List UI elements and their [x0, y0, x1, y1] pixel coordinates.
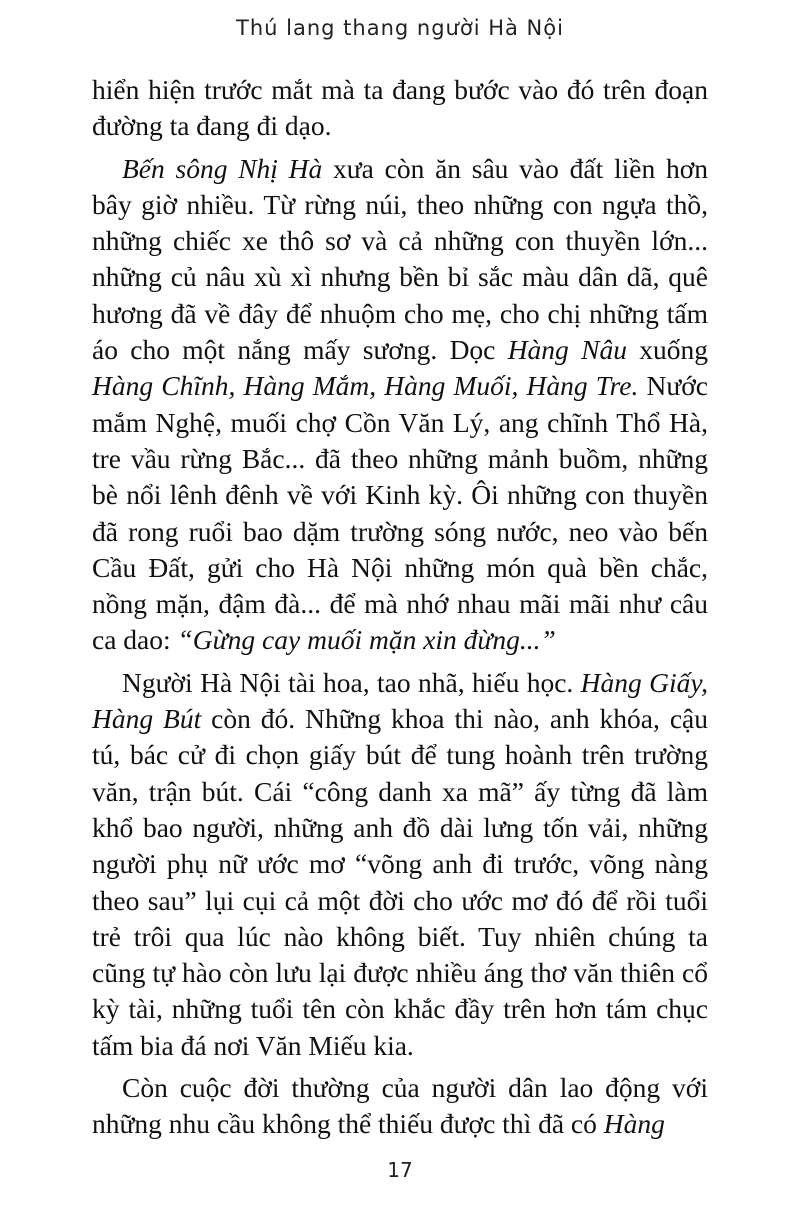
- running-header: Thú lang thang người Hà Nội: [236, 16, 564, 40]
- italic-text: Bến sông Nhị Hà: [122, 152, 323, 184]
- text-run: còn đó. Những khoa thi nào, anh khóa, cậu tú, bác cử đi chọn giấy bút để tung hoành trên trường văn, trận bút. Cái “công danh xa mã” ấy từng đã làm khổ bao người, những anh đồ dài lưng tốn vải, những người phụ nữ ước mơ “võng anh đi trước, võng nàng theo sau” lụi cụi cả một đời cho ước mơ đó để rồi tuổi trẻ trôi qua lúc nào không biết. Tuy nhiên chúng ta cũng tự hào còn lưu lại được nhiều áng thơ văn thiên cổ kỳ tài, những tuổi tên còn khắc đầy trên hơn tám chục tấm bia đá nơi Văn Miếu kia.: [92, 703, 708, 1061]
- paragraph-0: [92, 72, 708, 145]
- paragraph-1: [92, 151, 708, 659]
- text-run: Người Hà Nội tài hoa, tao nhã, hiếu học.: [122, 666, 581, 698]
- text-run: Nước mắm Nghệ, muối chợ Cồn Văn Lý, ang chĩnh Thổ Hà, tre vầu rừng Bắc... đã theo những mảnh buồm, những bè nổi lênh đênh về với Kinh kỳ. Ôi những con thuyền đã rong ruổi bao dặm trường sóng nước, neo vào bến Cầu Đất, gửi cho Hà Nội những món quà bền chắc, nồng mặn, đậm đà... để mà nhớ nhau mãi mãi như câu ca dao:: [92, 370, 709, 656]
- text-run: xưa còn ăn sâu vào đất liền hơn bây giờ nhiều. Từ rừng núi, theo những con ngựa thồ, những chiếc xe thô sơ và cả những con thuyền lớn... những củ nâu xù xì nhưng bền bỉ sắc màu dân dã, quê hương đã về đây để nhuộm cho mẹ, cho chị những tấm áo cho một nắng mấy sương. Dọc: [92, 152, 708, 366]
- italic-text: “Gừng cay muối mặn xin đừng...”: [177, 624, 556, 656]
- italic-text: Hàng Giấy, Hàng Bút: [92, 666, 708, 735]
- italic-text: Hàng Chĩnh, Hàng Mắm, Hàng Muối, Hàng Tre.: [92, 370, 639, 402]
- paragraph-3: [92, 1070, 708, 1143]
- text-run: xuống: [626, 334, 709, 366]
- italic-text: Hàng Nâu: [507, 334, 627, 366]
- page-number: 17: [387, 1158, 413, 1182]
- text-run: hiển hiện trước mắt mà ta đang bước vào đó trên đoạn đường ta đang đi dạo.: [92, 74, 708, 142]
- text-run: Còn cuộc đời thường của người dân lao động với những nhu cầu không thể thiếu được thì đã có: [92, 1072, 708, 1140]
- body-text: [92, 72, 708, 1143]
- italic-text: Hàng: [603, 1108, 665, 1140]
- paragraph-2: [92, 665, 708, 1064]
